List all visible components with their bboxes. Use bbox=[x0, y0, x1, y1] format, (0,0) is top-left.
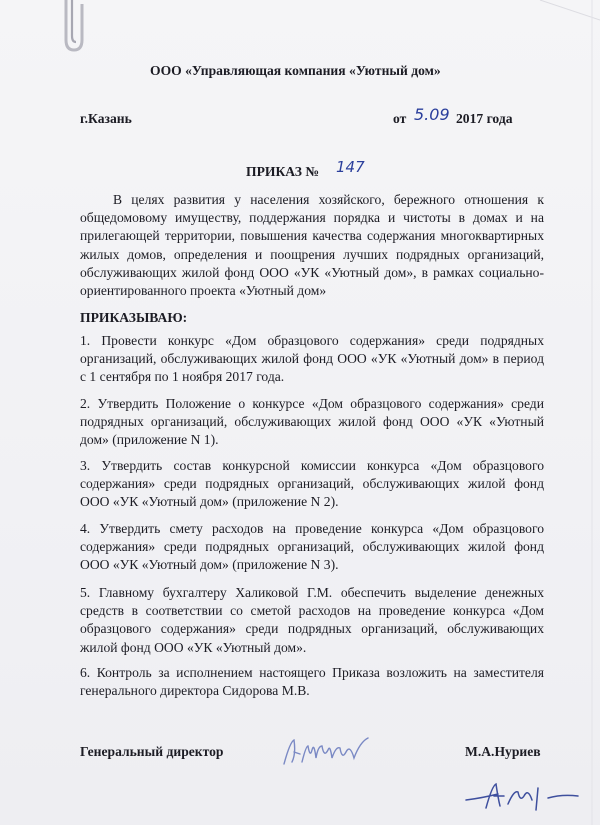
order-item-4: 4. Утвердить смету расходов на проведение конкурса «Дом образцового содержания» среди подрядных организаций, обслуживающих жилой фонд ООО «УК «Уютный дом» (приложение N 3). bbox=[80, 521, 544, 573]
handwritten-initials bbox=[462, 778, 582, 818]
order-number-handwritten: 147 bbox=[336, 158, 365, 176]
order-item-1: 1. Провести конкурс «Дом образцового содержания» среди подрядных организаций, обслуживающих жилой фонд ООО «УК «Уютный дом» в период с 1 сентября по 1 ноября 2017 года. bbox=[80, 333, 544, 385]
order-item-6: 6. Контроль за исполнением настоящего Приказа возложить на заместителя генерального директора Сидорова М.В. bbox=[80, 665, 544, 699]
order-item-3: 3. Утвердить состав конкурсной комиссии конкурса «Дом образцового содержания» среди подрядных организаций, обслуживающих жилой фонд ООО «УК «Уютный дом» (приложение N 2). bbox=[80, 458, 544, 510]
city: г.Казань bbox=[80, 111, 132, 126]
handwritten-signature bbox=[282, 732, 374, 772]
directive-heading: ПРИКАЗЫВАЮ: bbox=[80, 310, 188, 325]
date-prefix: от bbox=[393, 111, 407, 126]
signatory-position: Генеральный директор bbox=[80, 744, 224, 759]
paper-clip-icon bbox=[52, 0, 92, 58]
order-item-5: 5. Главному бухгалтеру Халиковой Г.М. обеспечить выделение денежных средств в соответствии со сметой расходов на проведение конкурса «Дом образцового содержания» среди подрядных организаций, обслуживающих жилой фонд ООО «УК «Уютный дом». bbox=[80, 585, 544, 655]
order-title: ПРИКАЗ № bbox=[246, 164, 320, 179]
preamble-paragraph: В целях развития у населения хозяйского, бережного отношения к общедомовому имуществу, поддержания порядка и чистоты в домах и на прилегающей территории, повышения качества содержания многоквартирных жилых домов, определения и поощрения лучших подрядных организаций, обслуживающих жилой фонд ООО «УК «Уютный дом», в рамках социально-ориентированного проекта «Уютный дом» bbox=[80, 192, 544, 299]
organization-header: ООО «Управляющая компания «Уютный дом» bbox=[150, 63, 441, 78]
order-item-2: 2. Утвердить Положение о конкурсе «Дом образцового содержания» среди подрядных организаций, обслуживающих жилой фонд ООО «УК «Уютный дом» (приложение N 1). bbox=[80, 396, 544, 448]
signatory-name: М.А.Нуриев bbox=[465, 744, 541, 759]
date-year: 2017 года bbox=[456, 111, 513, 126]
date-handwritten: 5.09 bbox=[414, 105, 450, 124]
